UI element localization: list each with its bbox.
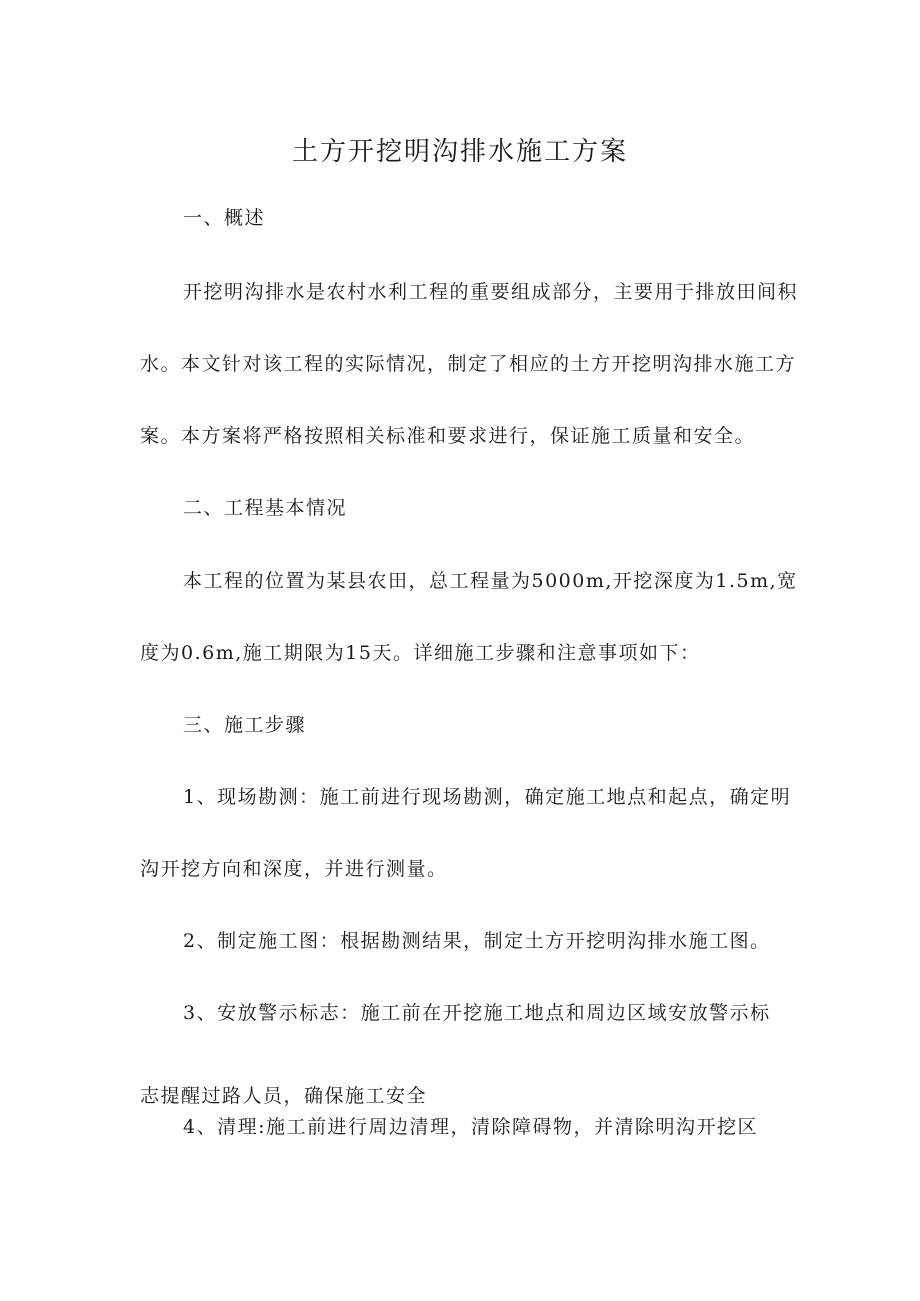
- section-heading-basic-info: 二、工程基本情况: [183, 497, 348, 519]
- paragraph-line: 志提醒过路人员，确保施工安全: [140, 1085, 428, 1107]
- paragraph-line: 2、制定施工图：根据勘测结果，制定土方开挖明沟排水施工图。: [183, 930, 771, 952]
- section-heading-overview: 一、概述: [183, 207, 266, 229]
- section-heading-steps: 三、施工步骤: [183, 714, 307, 736]
- paragraph-line: 本工程的位置为某县农田，总工程量为5000m,开挖深度为1.5m,宽: [183, 570, 798, 592]
- document-title: 土方开挖明沟排水施工方案: [291, 137, 628, 167]
- paragraph-line: 沟开挖方向和深度，并进行测量。: [140, 858, 448, 880]
- paragraph-line: 4、清理:施工前进行周边清理，清除障碍物，并清除明沟开挖区: [183, 1116, 758, 1138]
- paragraph-line: 案。本方案将严格按照相关标准和要求进行，保证施工质量和安全。: [140, 425, 756, 447]
- paragraph-line: 1、现场勘测：施工前进行现场勘测，确定施工地点和起点，确定明: [183, 786, 792, 808]
- paragraph-line: 3、安放警示标志：施工前在开挖施工地点和周边区域安放警示标: [183, 1002, 771, 1024]
- paragraph-line: 水。本文针对该工程的实际情况，制定了相应的土方开挖明沟排水施工方: [140, 353, 797, 375]
- paragraph-line: 度为0.6m,施工期限为15天。详细施工步骤和注意事项如下：: [140, 642, 701, 664]
- paragraph-line: 开挖明沟排水是农村水利工程的重要组成部分，主要用于排放田间积: [183, 281, 799, 303]
